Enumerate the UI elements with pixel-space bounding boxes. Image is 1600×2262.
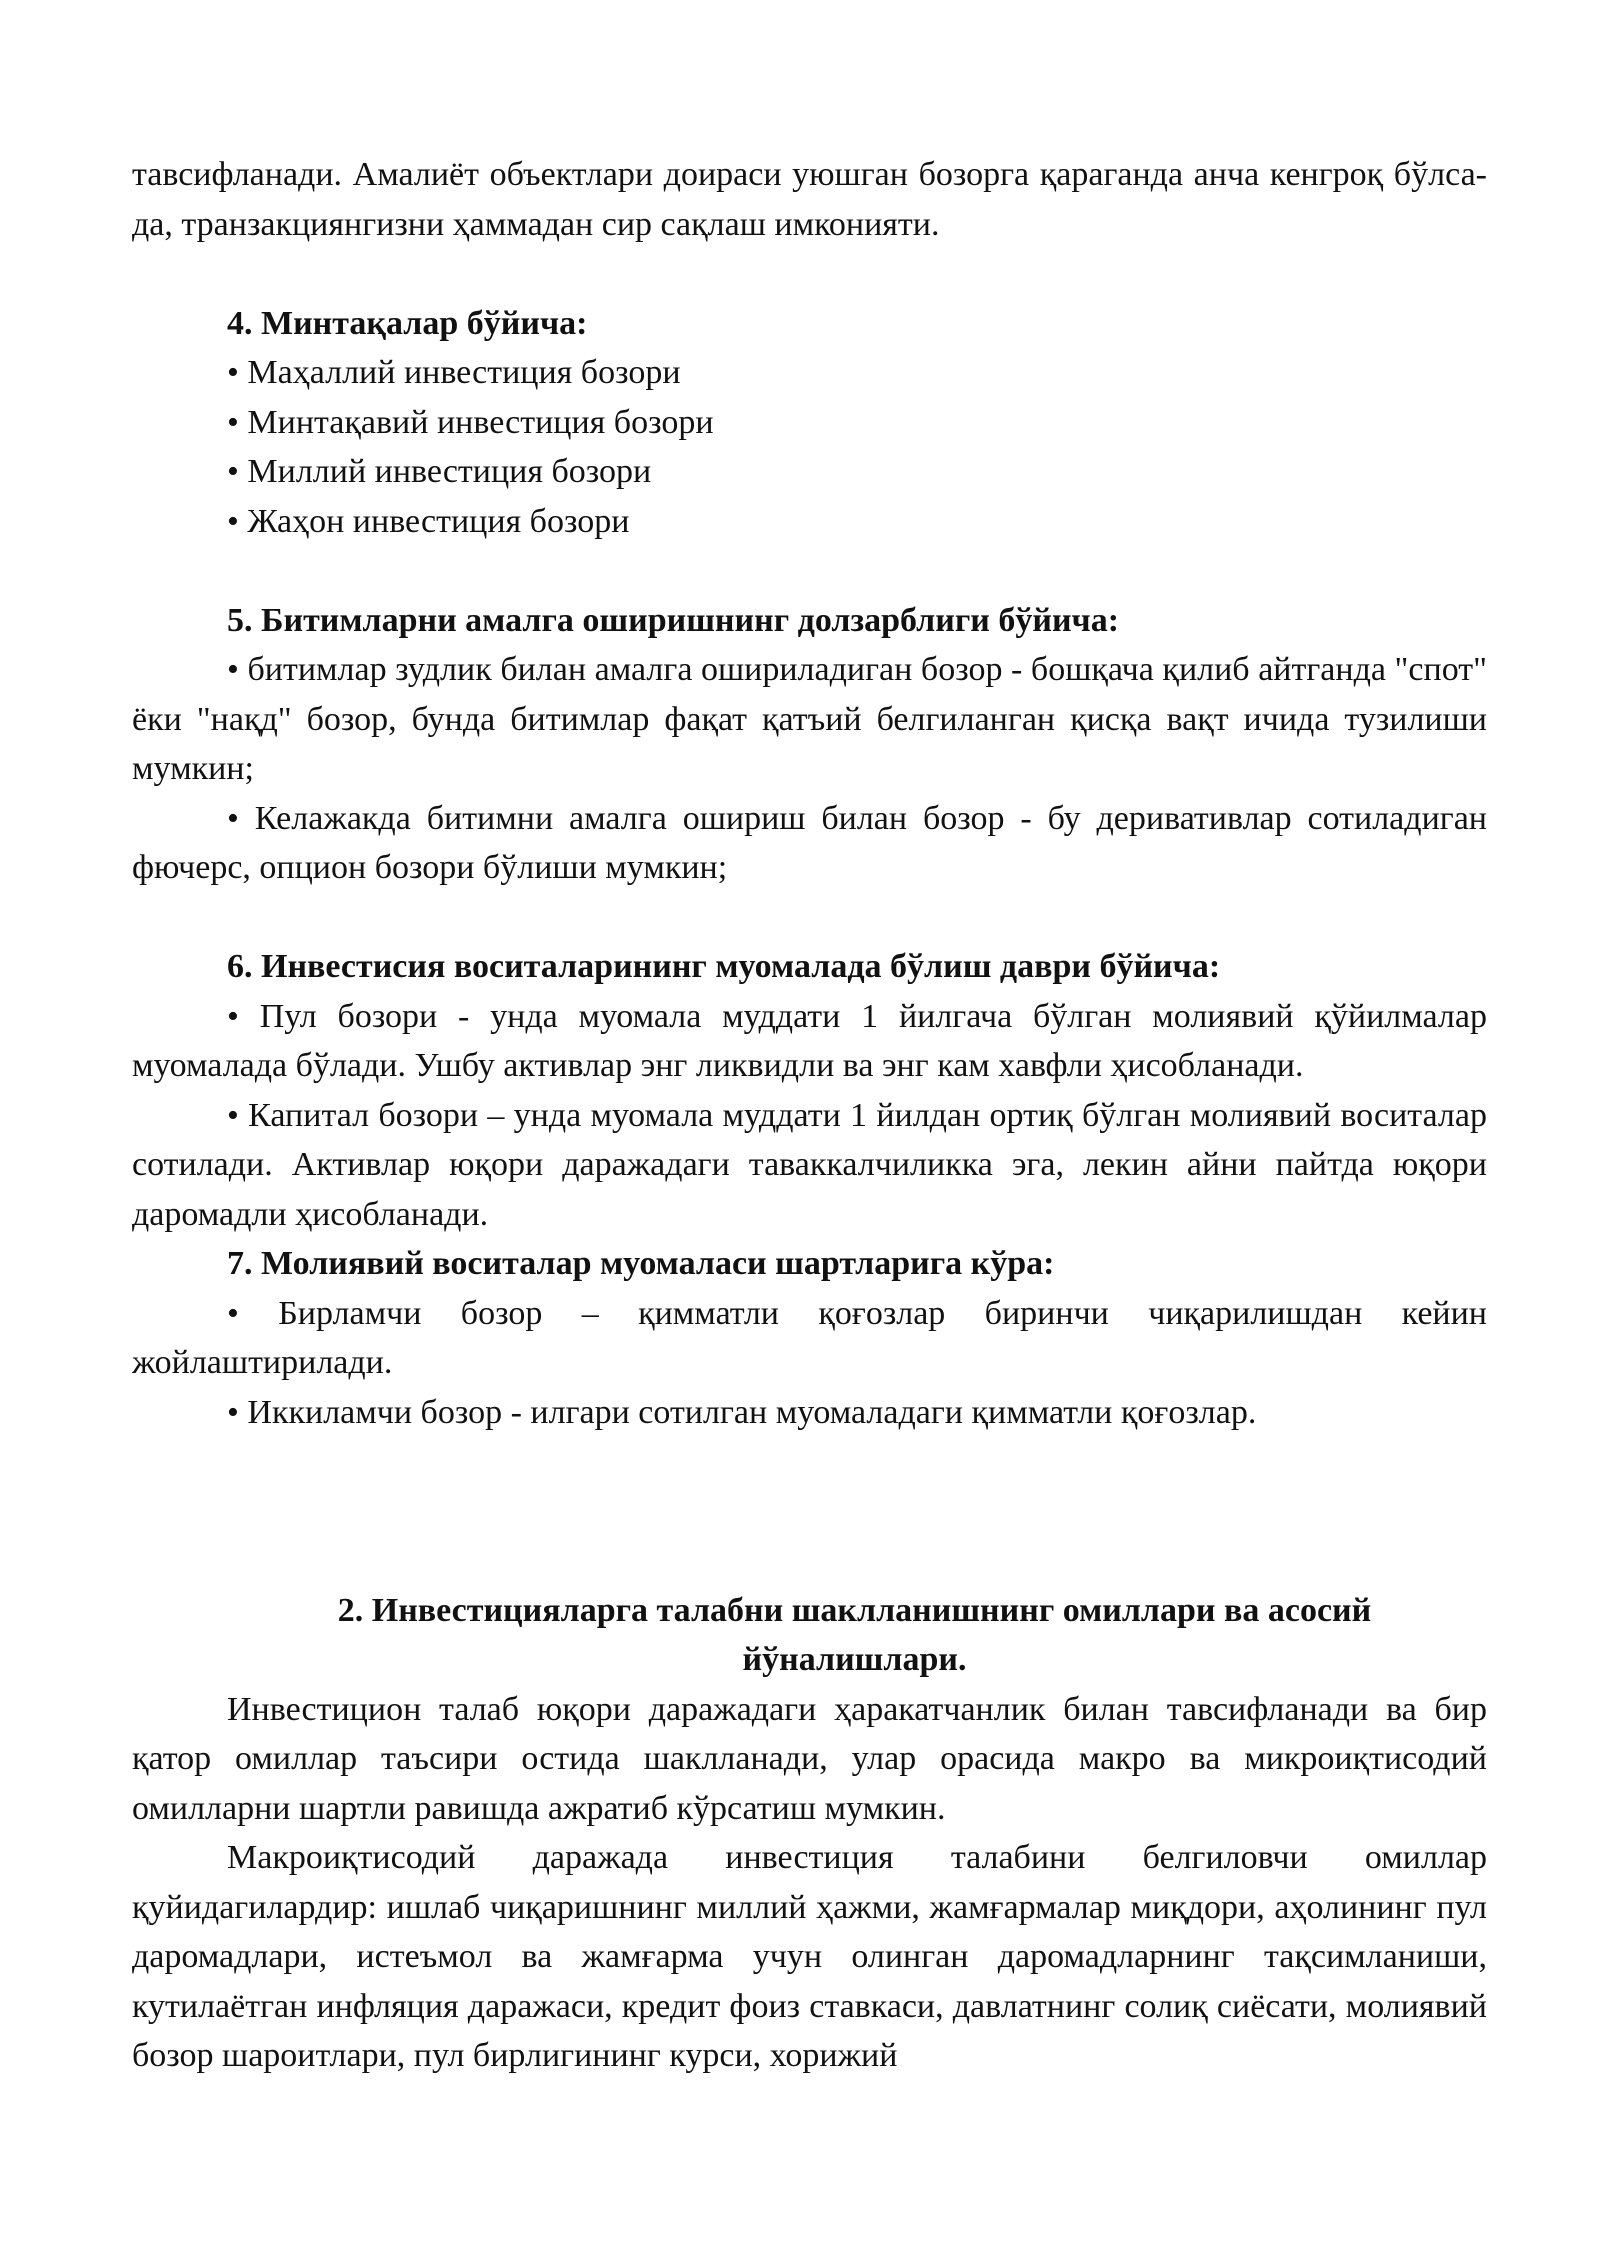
- part-2-heading-line-1: 2. Инвестицияларга талабни шаклланишнинг омиллари ва асосий: [337, 1591, 1372, 1629]
- section-5-heading: 5. Битимларни амалга оширишнинг долзарблиги бўйича:: [227, 601, 1120, 639]
- part-2-paragraph: Инвестицион талаб юқори даражадаги ҳаракатчанлик билан тавсифланади ва бир қатор омиллар таъсири остида шаклланади, улар орасида макро ва микроиқтисодий омилларни шартли равишда ажратиб кўрсатиш мумкин.: [132, 1690, 1487, 1827]
- section-4-heading: 4. Минтақалар бўйича:: [227, 304, 588, 342]
- section-5-item: • Келажакда битимни амалга ошириш билан бозор - бу деривативлар сотиладиган фючерс, опцион бозори бўлиши мумкин;: [132, 799, 1487, 886]
- section-6-item: • Пул бозори - унда муомала муддати 1 йилгача бўлган молиявий қўйилмалар муомалада бўлади. Ушбу активлар энг ликвидли ва энг кам хавфли ҳисобланади.: [132, 997, 1487, 1084]
- section-4-item: • Минтақавий инвестиция бозори: [227, 403, 714, 441]
- spacer: [132, 249, 1487, 299]
- intro-paragraph: тавсифланади. Амалиёт объектлари доираси уюшган бозорга қараганда анча кенгроқ бўлса-да, транзакциянгизни ҳаммадан сир сақлаш имконияти.: [132, 156, 1487, 243]
- section-5-item: • битимлар зудлик билан амалга ошириладиган бозор - бошқача қилиб айтганда "спот" ёки "нақд" бозор, бунда битимлар фақат қатъий белгиланган қисқа вақт ичида тузилиши мумкин;: [132, 651, 1487, 787]
- spacer: [132, 893, 1487, 943]
- part-2-paragraph: Макроиқтисодий даражада инвестиция талабини белгиловчи омиллар қуйидагилардир: ишлаб чиқаришнинг миллий ҳажми, жамғармалар миқдори, аҳолининг пул даромадлари, истеъмол ва жамғарма учун олинган даромадларнинг тақсимланиши, кутилаётган инфляция даражаси, кредит фоиз ставкаси, давлатнинг солиқ сиёсати, молиявий бозор шароитлари, пул бирлигининг курси, хорижий: [132, 1839, 1487, 2074]
- section-7-item: • Бирламчи бозор – қимматли қоғозлар биринчи чиқарилишдан кейин жойлаштирилади.: [132, 1294, 1487, 1381]
- spacer: [132, 546, 1487, 596]
- section-4-item: • Миллий инвестиция бозори: [227, 453, 652, 490]
- section-7-heading: 7. Молиявий воситалар муомаласи шартларига кўра:: [227, 1245, 1055, 1282]
- section-7-item: • Иккиламчи бозор - илгари сотилган муомаладаги қимматли қоғозлар.: [227, 1393, 1257, 1431]
- spacer: [132, 1437, 1487, 1586]
- part-2-heading-line-2: йўналишлари.: [742, 1641, 967, 1678]
- section-6-heading: 6. Инвестисия воситаларининг муомалада бўлиш даври бўйича:: [227, 948, 1221, 985]
- section-4-item: • Маҳаллий инвестиция бозори: [227, 354, 681, 391]
- document-body: [132, 150, 1487, 2081]
- section-4-item: • Жаҳон инвестиция бозори: [227, 502, 630, 540]
- section-6-item: • Капитал бозори – унда муомала муддати 1 йилдан ортиқ бўлган молиявий воситалар сотилади. Активлар юқори даражадаги таваккалчиликка эга, лекин айни пайтда юқори даромадли ҳисобланади.: [132, 1096, 1487, 1233]
